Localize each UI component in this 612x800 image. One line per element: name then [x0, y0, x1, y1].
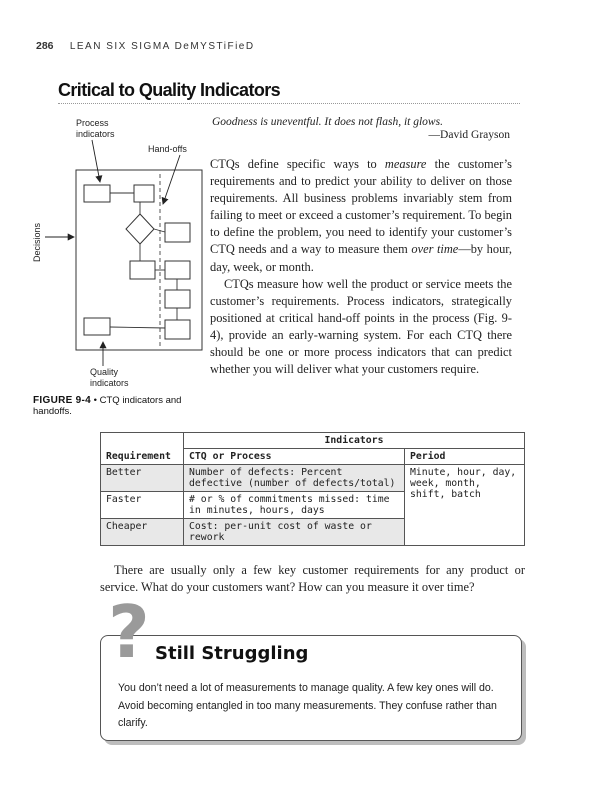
process-box [165, 261, 190, 279]
process-box [165, 320, 190, 339]
table-group-header: Indicators [184, 433, 525, 449]
column-header-requirement: Requirement [101, 449, 184, 465]
process-box [84, 318, 110, 335]
figure-caption-text: CTQ indicators and handoffs. [33, 395, 182, 417]
running-title: LEAN SIX SIGMA DeMYSTiFieD [69, 41, 255, 52]
process-box [130, 261, 155, 279]
question-mark-icon: ? [108, 590, 150, 674]
table-cell-requirement: Faster [101, 492, 184, 519]
figure-caption-label: FIGURE 9-4 [33, 395, 92, 406]
body-text [210, 156, 512, 378]
epigraph-attribution: —David Grayson [428, 129, 510, 141]
figure-ctq-diagram [30, 112, 210, 397]
label-decisions: Decisions [32, 222, 42, 262]
callout-title: Still Struggling [155, 643, 309, 664]
running-header [36, 40, 255, 52]
table-cell-requirement: Better [101, 465, 184, 492]
table-cell-ctq: Number of defects: Percent defective (number of defects/total) [184, 465, 405, 492]
process-box [165, 290, 190, 308]
table-cell-requirement: Cheaper [101, 519, 184, 546]
label-quality-indicators: Quality indicators [90, 367, 129, 388]
indicators-table [100, 432, 525, 546]
figure-caption: FIGURE 9-4 • CTQ indicators and handoffs. [33, 395, 182, 417]
process-box [134, 185, 154, 202]
process-box [84, 185, 110, 202]
body-paragraph-1: CTQs define specific ways to measure the customer’s requirements and to predict your ability to deliver on those requirements. All business problems invariably stem from failing to meet or exceed a customer’s requirement. To begin to define the problem, you need to identify your customer’s CTQ needs and a way to measure them over time—by hour, day, week, or month. [210, 157, 512, 274]
column-header-period: Period [405, 449, 525, 465]
body-paragraph-2: CTQs measure how well the product or service meets the customer’s requirements. Process indicators, strategically positioned at critical hand-off points in the process (Fig. 9-4), provide an early-warning system. For each CTQ there should be one or more process indicators that can predict whether you will deliver what your customers require. [210, 276, 512, 377]
table-cell-period: Minute, hour, day, week, month, shift, batch [405, 465, 525, 546]
title-rule [58, 103, 520, 104]
after-table-paragraph: There are usually only a few key customer requirements for any product or service. What do your customers want? How can you measure it over time? [100, 563, 525, 594]
page-number: 286 [36, 40, 54, 52]
label-process-indicators: Process indicators [76, 118, 115, 139]
callout-text: You don’t need a lot of measurements to manage quality. A few key ones will do. Avoid becoming entangled in too many measurements. They confuse rather than clarify. [118, 682, 497, 729]
epigraph-quote: Goodness is uneventful. It does not flash, it glows. [212, 116, 443, 128]
section-title: Critical to Quality Indicators [58, 80, 281, 100]
label-hand-offs: Hand-offs [148, 144, 187, 154]
process-box [165, 223, 190, 242]
table-cell-ctq: Cost: per-unit cost of waste or rework [184, 519, 405, 546]
column-header-ctq: CTQ or Process [184, 449, 405, 465]
table-cell-ctq: # or % of commitments missed: time in minutes, hours, days [184, 492, 405, 519]
